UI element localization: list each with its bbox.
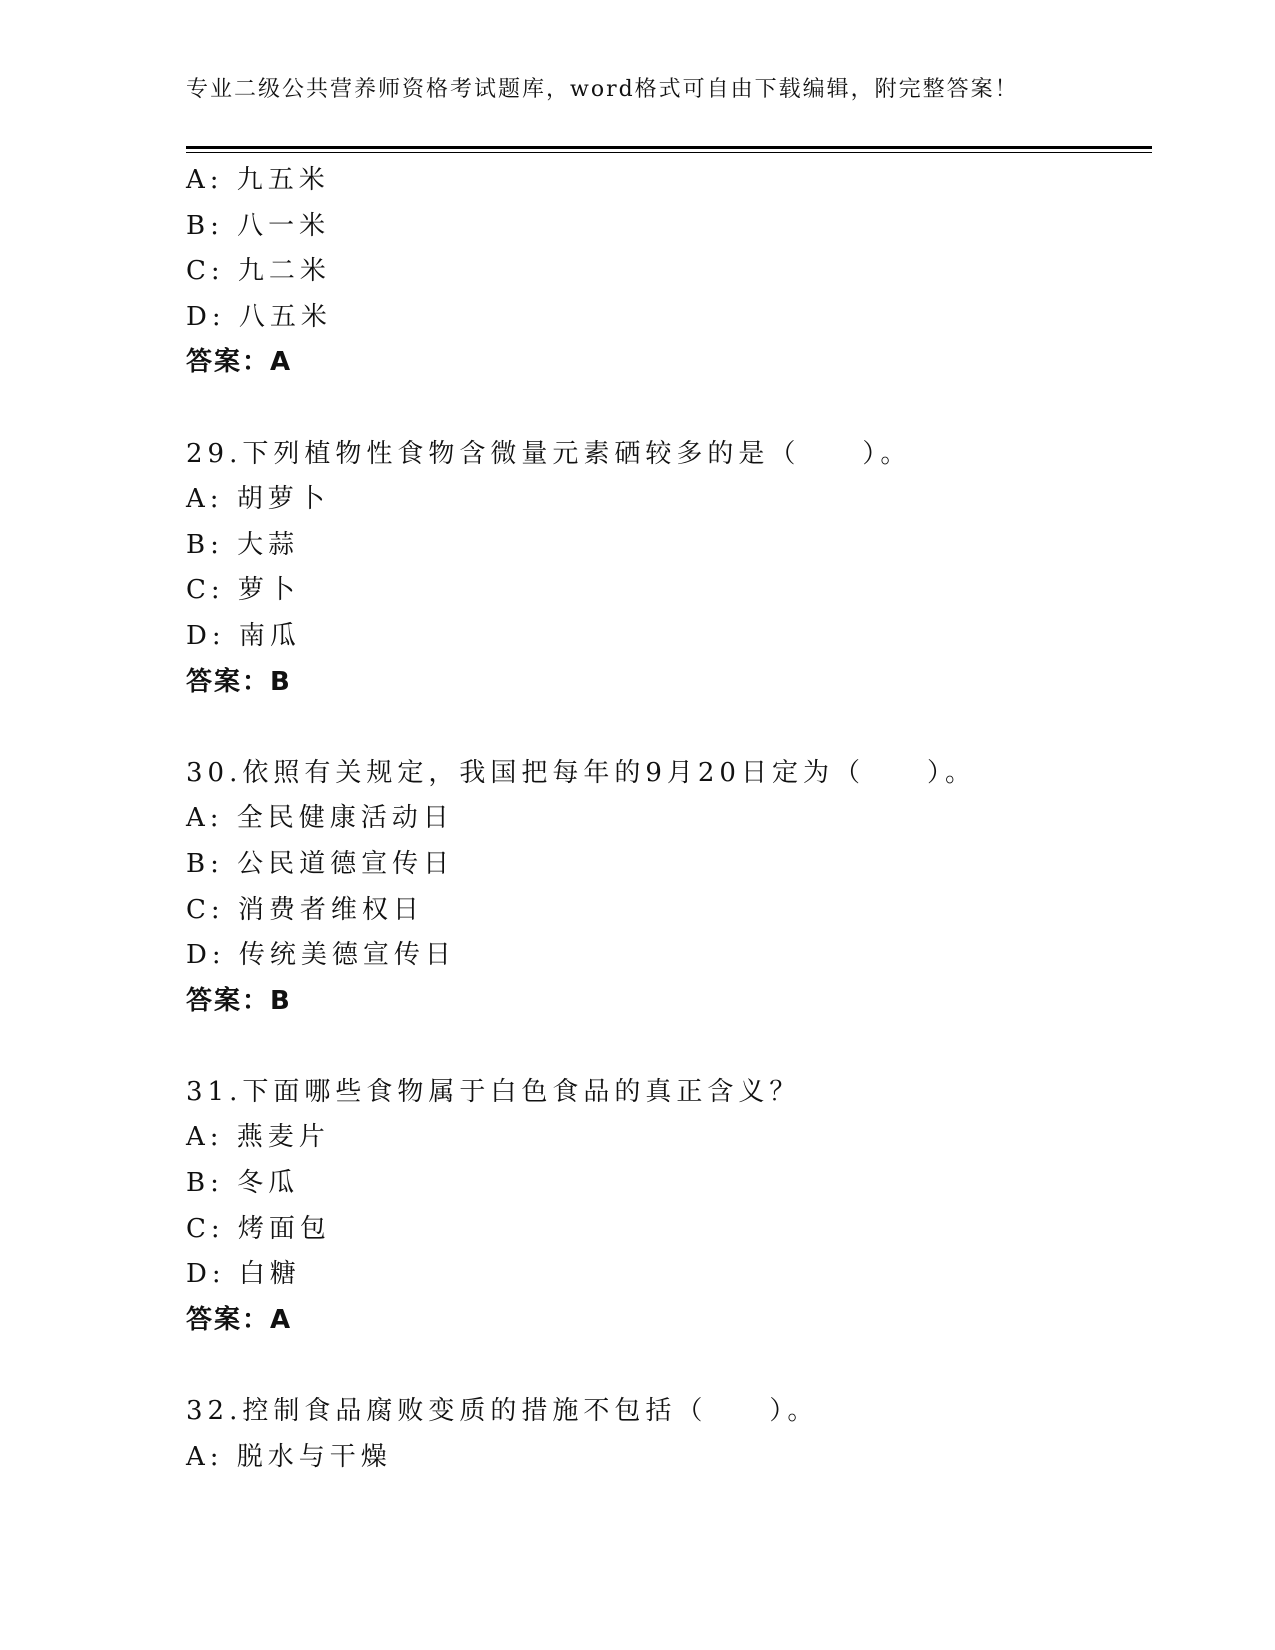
- option-c: C: 烤面包: [186, 1213, 331, 1244]
- option-b: B: 大蒜: [186, 529, 300, 560]
- header-rule-thin: [186, 152, 1152, 153]
- question-stem: 32.控制食品腐败变质的措施不包括（ ）。: [186, 1396, 819, 1427]
- option-d: D: 白糖: [186, 1259, 301, 1290]
- spacer: [186, 705, 1152, 751]
- header-rule-thick: [186, 146, 1152, 149]
- option-d: D: 南瓜: [186, 620, 301, 651]
- option-d: D: 八五米: [186, 301, 332, 332]
- question-stem: 30.依照有关规定，我国把每年的9月20日定为（ ）。: [186, 757, 976, 788]
- option-b: B: 冬瓜: [186, 1168, 300, 1199]
- question-stem: 31.下面哪些食物属于白色食品的真正含义？: [186, 1076, 801, 1107]
- answer-line: 答案：A: [186, 1304, 293, 1335]
- option-a: A: 燕麦片: [186, 1122, 330, 1153]
- option-c: C: 消费者维权日: [186, 894, 424, 925]
- option-a: A: 脱水与干燥: [186, 1441, 392, 1472]
- question-30: [186, 751, 1152, 1025]
- question-31: [186, 1070, 1152, 1344]
- answer-line: 答案：B: [186, 985, 292, 1016]
- spacer: [186, 1343, 1152, 1389]
- option-a: A: 胡萝卜: [186, 484, 330, 515]
- question-28-partial: [186, 158, 1152, 386]
- option-a: A: 全民健康活动日: [186, 803, 454, 834]
- option-a: A: 九五米: [186, 165, 330, 195]
- option-b: B: 公民道德宣传日: [186, 848, 455, 879]
- question-32: [186, 1389, 1152, 1480]
- spacer: [186, 1024, 1152, 1070]
- option-d: D: 传统美德宣传日: [186, 940, 456, 971]
- question-list: [186, 158, 1152, 1480]
- question-stem: 29.下列植物性食物含微量元素硒较多的是（ ）。: [186, 438, 912, 469]
- page-header: 专业二级公共营养师资格考试题库，word格式可自由下载编辑，附完整答案！: [186, 77, 1019, 102]
- option-c: C: 萝卜: [186, 575, 300, 606]
- option-b: B: 八一米: [186, 210, 331, 241]
- question-29: [186, 432, 1152, 706]
- option-c: C: 九二米: [186, 256, 331, 287]
- answer-line: 答案：B: [186, 666, 292, 697]
- spacer: [186, 386, 1152, 432]
- answer-line: 答案：A: [186, 347, 293, 378]
